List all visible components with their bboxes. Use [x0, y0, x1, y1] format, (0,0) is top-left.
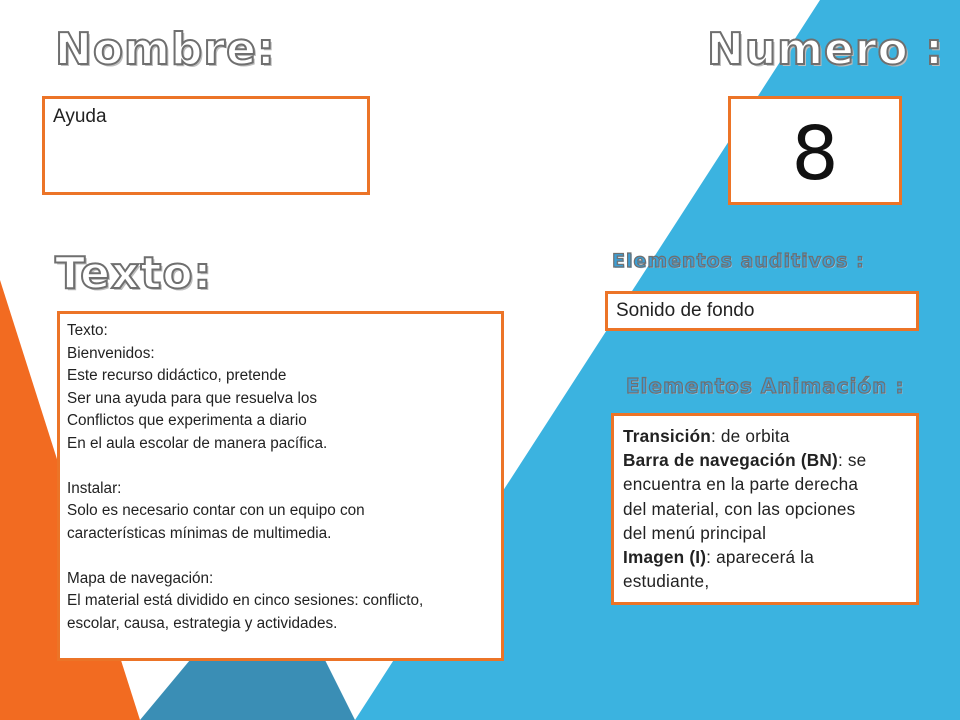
animacion-content: [623, 424, 910, 593]
texto-line: En el aula escolar de manera pacífica.: [67, 434, 328, 452]
transicion-text: : de orbita: [710, 426, 790, 446]
texto-line: El material está dividido en cinco sesiones: conflicto,: [67, 592, 424, 609]
imagen-label: Imagen (I): [623, 547, 707, 568]
texto-line: [67, 455, 493, 478]
texto-line: Ser una ayuda para que resuelva los: [67, 389, 318, 407]
numero-heading: Numero :: [707, 24, 944, 75]
texto-line: Este recurso didáctico, pretende: [67, 367, 287, 384]
numero-field[interactable]: [728, 96, 902, 205]
transicion-line: [623, 424, 910, 448]
barra-text-line: encuentra en la parte derecha: [623, 474, 859, 495]
imagen-text-line: estudiante,: [623, 571, 710, 592]
texto-line: Instalar:: [67, 479, 122, 497]
texto-line: características mínimas de multimedia.: [67, 524, 332, 542]
numero-value: 8: [791, 111, 839, 197]
elementos-auditivos-field[interactable]: [605, 291, 919, 331]
texto-line: Mapa de navegación:: [67, 569, 214, 587]
nombre-value: Ayuda: [53, 106, 107, 127]
texto-content: [67, 320, 493, 635]
audio-value: Sonido de fondo: [616, 300, 755, 321]
imagen-line: [623, 545, 910, 569]
nombre-field[interactable]: [42, 96, 370, 195]
texto-line: Solo es necesario contar con un equipo con: [67, 502, 365, 519]
texto-line: [67, 545, 493, 568]
barra-line: [623, 448, 910, 472]
nombre-heading: Nombre:: [55, 24, 276, 75]
barra-text: : se: [837, 450, 867, 471]
texto-field[interactable]: [57, 311, 504, 661]
texto-line: Texto:: [67, 322, 108, 339]
texto-line: Conflictos que experimenta a diario: [67, 412, 307, 429]
barra-text-line: del material, con las opciones: [623, 498, 856, 519]
texto-line: Bienvenidos:: [67, 344, 155, 362]
barra-text-line: del menú principal: [623, 522, 767, 543]
texto-line: escolar, causa, estrategia y actividades.: [67, 614, 338, 632]
transicion-label: Transición: [623, 426, 711, 446]
imagen-text: : aparecerá la: [706, 547, 815, 568]
elementos-animacion-field[interactable]: [611, 413, 919, 605]
barra-label: Barra de navegación (BN): [623, 450, 838, 471]
texto-heading: Texto:: [55, 248, 213, 299]
elementos-animacion-heading: Elementos Animación :: [626, 374, 905, 398]
elementos-auditivos-heading: Elementos auditivos :: [612, 250, 865, 272]
